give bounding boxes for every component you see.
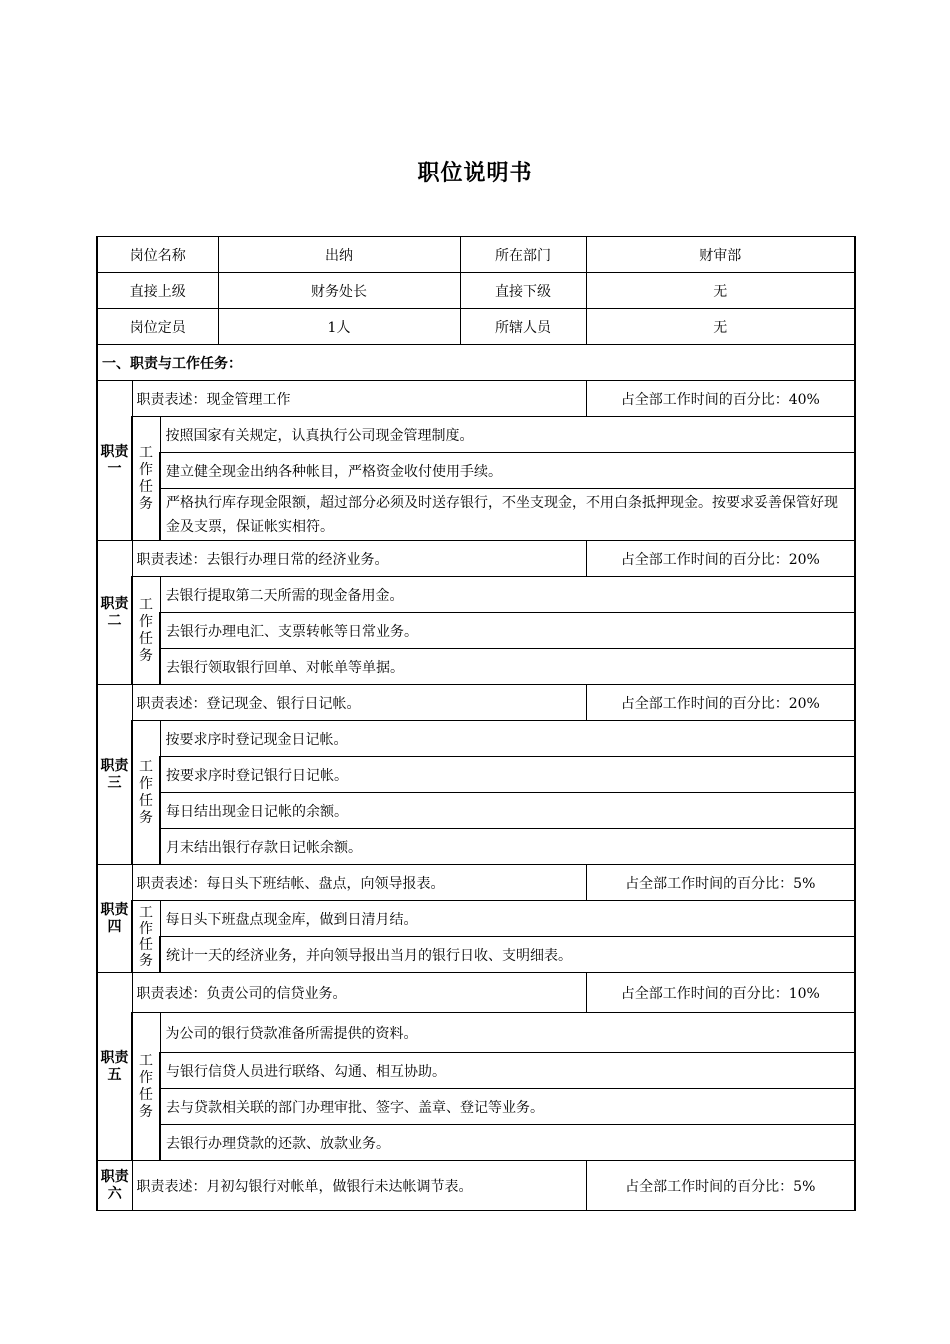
duty-3-desc: 职责表述：登记现金、银行日记帐。 <box>132 685 586 721</box>
duty-4-task-label: 工作任务 <box>132 901 160 973</box>
duty-2-task-row <box>97 613 855 649</box>
dept-label: 所在部门 <box>460 237 586 273</box>
duty-2-task-1: 去银行提取第二天所需的现金备用金。 <box>160 577 855 613</box>
duty-3-task-row <box>97 793 855 829</box>
section-title: 一、职责与工作任务： <box>97 345 855 381</box>
subordinate-label: 直接下级 <box>460 273 586 309</box>
subordinate-value: 无 <box>586 273 855 309</box>
duty-3-task-2: 按要求序时登记银行日记帐。 <box>160 757 855 793</box>
duty-4-task-row <box>97 937 855 973</box>
duty-6-desc: 职责表述：月初勾银行对帐单，做银行未达帐调节表。 <box>132 1161 586 1211</box>
duty-5-task-row <box>97 1125 855 1161</box>
managed-value: 无 <box>586 309 855 345</box>
duty-5-task-label: 工作任务 <box>132 1013 160 1161</box>
duty-2-label: 职责二 <box>97 541 132 685</box>
duty-1-task-label: 工作任务 <box>132 417 160 541</box>
info-row-1 <box>97 237 855 273</box>
quota-value: 1人 <box>218 309 460 345</box>
duty-3-task-1: 按要求序时登记现金日记帐。 <box>160 721 855 757</box>
duty-1-task-2: 建立健全现金出纳各种帐目，严格资金收付使用手续。 <box>160 453 855 489</box>
duty-6-label: 职责六 <box>97 1161 132 1211</box>
duty-5-task-row <box>97 1053 855 1089</box>
duty-3-desc-row <box>97 685 855 721</box>
duty-4-task-row <box>97 901 855 937</box>
duty-1-label: 职责一 <box>97 381 132 541</box>
duty-4-task-1: 每日头下班盘点现金库，做到日清月结。 <box>160 901 855 937</box>
duty-3-task-3: 每日结出现金日记帐的余额。 <box>160 793 855 829</box>
duty-5-label: 职责五 <box>97 973 132 1161</box>
page-title: 职位说明书 <box>417 161 533 186</box>
job-description-table <box>96 236 856 1211</box>
duty-5-desc-row <box>97 973 855 1013</box>
duty-4-desc: 职责表述：每日头下班结帐、盘点，向领导报表。 <box>132 865 586 901</box>
duty-2-pct: 占全部工作时间的百分比：20% <box>586 541 855 577</box>
duty-1-task-1: 按照国家有关规定，认真执行公司现金管理制度。 <box>160 417 855 453</box>
duty-2-task-2: 去银行办理电汇、支票转帐等日常业务。 <box>160 613 855 649</box>
duty-3-pct: 占全部工作时间的百分比：20% <box>586 685 855 721</box>
duty-5-task-row <box>97 1089 855 1125</box>
duty-1-task-row <box>97 453 855 489</box>
duty-3-task-row <box>97 829 855 865</box>
superior-label: 直接上级 <box>97 273 218 309</box>
duty-3-label: 职责三 <box>97 685 132 865</box>
post-name-value: 出纳 <box>218 237 460 273</box>
duty-5-task-4: 去银行办理贷款的还款、放款业务。 <box>160 1125 855 1161</box>
info-row-3 <box>97 309 855 345</box>
duty-4-pct: 占全部工作时间的百分比：5% <box>586 865 855 901</box>
info-row-2 <box>97 273 855 309</box>
section-row <box>97 345 855 381</box>
duty-1-task-row <box>97 417 855 453</box>
duty-2-desc: 职责表述：去银行办理日常的经济业务。 <box>132 541 586 577</box>
duty-5-task-row <box>97 1013 855 1053</box>
duty-2-desc-row <box>97 541 855 577</box>
duty-2-task-row <box>97 577 855 613</box>
duty-2-task-label: 工作任务 <box>132 577 160 685</box>
duty-3-task-label: 工作任务 <box>132 721 160 865</box>
superior-value: 财务处长 <box>218 273 460 309</box>
duty-1-pct: 占全部工作时间的百分比：40% <box>586 381 855 417</box>
duty-5-task-2: 与银行信贷人员进行联络、勾通、相互协助。 <box>160 1053 855 1089</box>
duty-5-desc: 职责表述：负责公司的信贷业务。 <box>132 973 586 1013</box>
duty-1-desc-row <box>97 381 855 417</box>
duty-5-pct: 占全部工作时间的百分比：10% <box>586 973 855 1013</box>
quota-label: 岗位定员 <box>97 309 218 345</box>
duty-4-label: 职责四 <box>97 865 132 973</box>
duty-4-desc-row <box>97 865 855 901</box>
duty-3-task-4: 月末结出银行存款日记帐余额。 <box>160 829 855 865</box>
duty-3-task-row <box>97 721 855 757</box>
duty-4-task-2: 统计一天的经济业务，并向领导报出当月的银行日收、支明细表。 <box>160 937 855 973</box>
dept-value: 财审部 <box>586 237 855 273</box>
duty-5-task-1: 为公司的银行贷款准备所需提供的资料。 <box>160 1013 855 1053</box>
post-name-label: 岗位名称 <box>97 237 218 273</box>
duty-1-task-3: 严格执行库存现金限额，超过部分必须及时送存银行，不坐支现金，不用白条抵押现金。按要求妥善保管好现金及支票，保证帐实相符。 <box>160 489 855 541</box>
duty-6-pct: 占全部工作时间的百分比：5% <box>586 1161 855 1211</box>
duty-2-task-3: 去银行领取银行回单、对帐单等单据。 <box>160 649 855 685</box>
duty-2-task-row <box>97 649 855 685</box>
duty-1-task-row <box>97 489 855 541</box>
duty-5-task-3: 去与贷款相关联的部门办理审批、签字、盖章、登记等业务。 <box>160 1089 855 1125</box>
duty-1-desc: 职责表述：现金管理工作 <box>132 381 586 417</box>
duty-6-desc-row <box>97 1161 855 1211</box>
duty-3-task-row <box>97 757 855 793</box>
managed-label: 所辖人员 <box>460 309 586 345</box>
